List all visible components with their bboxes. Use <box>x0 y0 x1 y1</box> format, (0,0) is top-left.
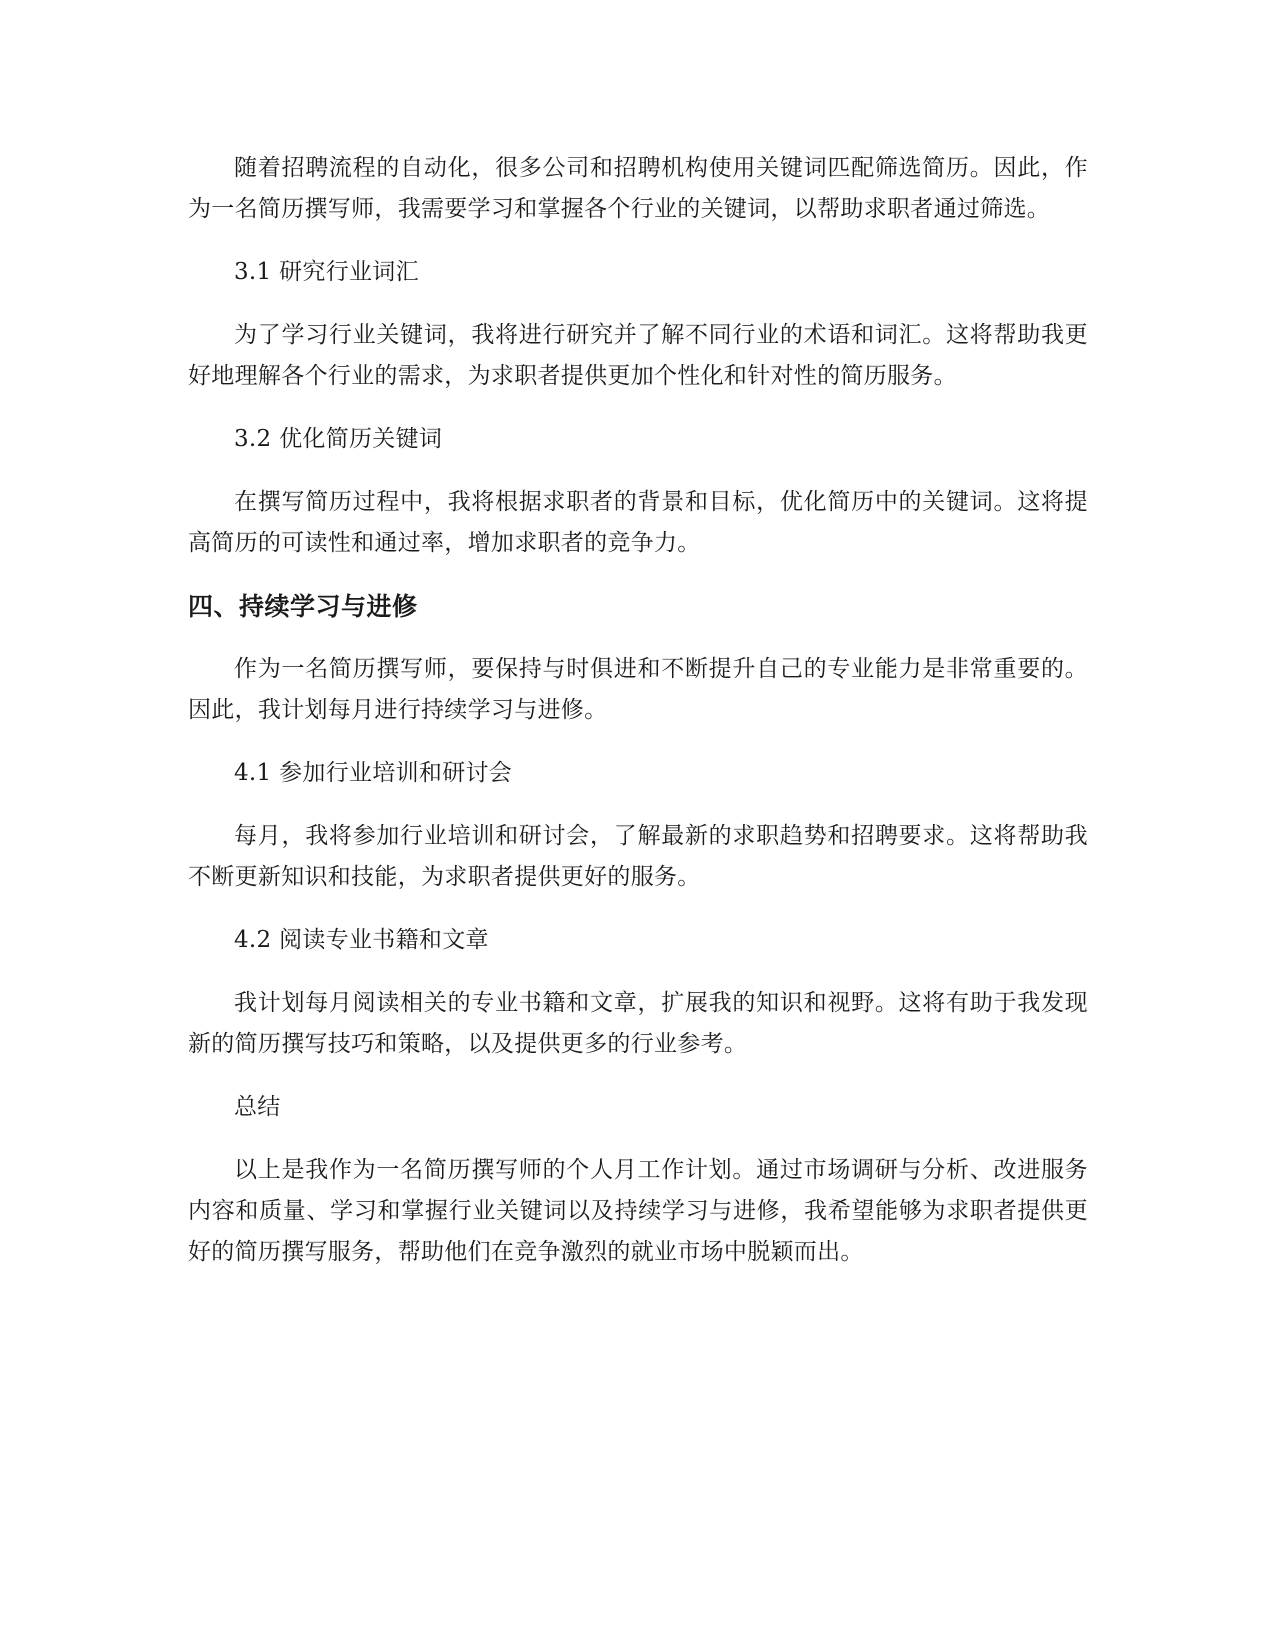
section-4-intro-paragraph: 作为一名简历撰写师，要保持与时俱进和不断提升自己的专业能力是非常重要的。因此，我计划每月进行持续学习与进修。 <box>188 656 1088 723</box>
section-4-1-heading: 4.1 参加行业培训和研讨会 <box>234 760 513 786</box>
summary-heading: 总结 <box>234 1094 281 1120</box>
section-3-2-paragraph: 在撰写简历过程中，我将根据求职者的背景和目标，优化简历中的关键词。这将提高简历的可读性和通过率，增加求职者的竞争力。 <box>188 489 1088 556</box>
section-3-1-heading: 3.1 研究行业词汇 <box>234 259 419 285</box>
section-4-2-paragraph: 我计划每月阅读相关的专业书籍和文章，扩展我的知识和视野。这将有助于我发现新的简历撰写技巧和策略，以及提供更多的行业参考。 <box>188 990 1088 1057</box>
section-3-2-heading: 3.2 优化简历关键词 <box>234 426 443 452</box>
section-4-2-heading: 4.2 阅读专业书籍和文章 <box>234 927 489 953</box>
section-4-heading: 四、持续学习与进修 <box>188 592 418 621</box>
summary-paragraph: 以上是我作为一名简历撰写师的个人月工作计划。通过市场调研与分析、改进服务内容和质量、学习和掌握行业关键词以及持续学习与进修，我希望能够为求职者提供更好的简历撰写服务，帮助他们在竞争激烈的就业市场中脱颖而出。 <box>188 1157 1088 1265</box>
document-body <box>188 148 1088 1295</box>
section-3-1-paragraph: 为了学习行业关键词，我将进行研究并了解不同行业的术语和词汇。这将帮助我更好地理解各个行业的需求，为求职者提供更加个性化和针对性的简历服务。 <box>188 322 1088 389</box>
section-4-1-paragraph: 每月，我将参加行业培训和研讨会，了解最新的求职趋势和招聘要求。这将帮助我不断更新知识和技能，为求职者提供更好的服务。 <box>188 823 1088 890</box>
intro-keywords-paragraph: 随着招聘流程的自动化，很多公司和招聘机构使用关键词匹配筛选简历。因此，作为一名简历撰写师，我需要学习和掌握各个行业的关键词，以帮助求职者通过筛选。 <box>188 155 1088 222</box>
